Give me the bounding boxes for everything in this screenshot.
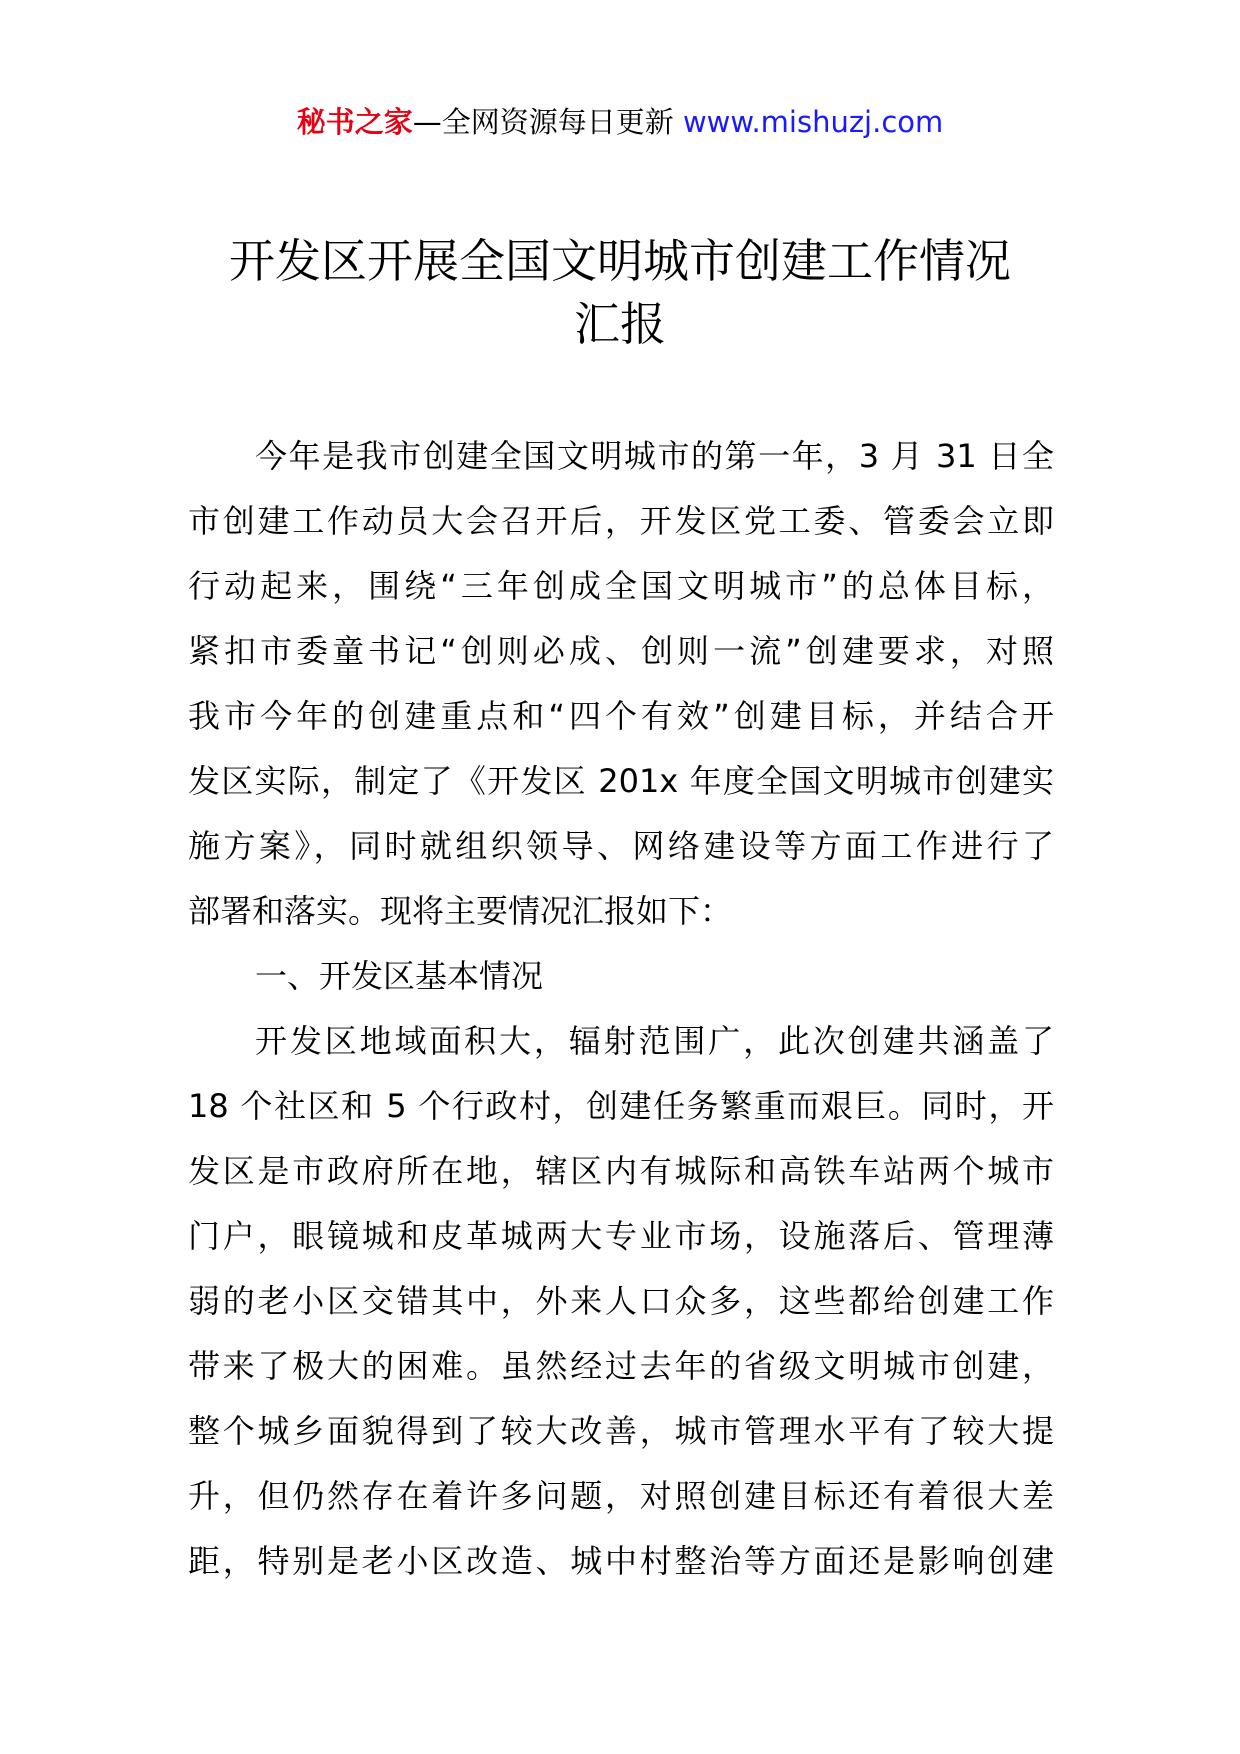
paragraph-2-line-3: 发区是市政府所在地，辖区内有城际和高铁车站两个城市 bbox=[188, 1152, 1054, 1190]
site-slogan: —全网资源每日更新 bbox=[412, 105, 674, 139]
document-title-line-2: 汇报 bbox=[574, 297, 666, 351]
document-body bbox=[188, 424, 1054, 1594]
paragraph-2-line-2: 18 个社区和 5 个行政村，创建任务繁重而艰巨。同时，开 bbox=[188, 1087, 1054, 1125]
section-heading-1: 一、开发区基本情况 bbox=[255, 957, 544, 995]
site-brand-name: 秘书之家 bbox=[296, 105, 413, 139]
paragraph-2-line-7: 整个城乡面貌得到了较大改善，城市管理水平有了较大提 bbox=[188, 1412, 1054, 1450]
paragraph-2-line-1: 开发区地域面积大，辐射范围广，此次创建共涵盖了 bbox=[255, 1022, 1054, 1060]
paragraph-1-line-7: 施方案》，同时就组织领导、网络建设等方面工作进行了 bbox=[188, 827, 1054, 865]
paragraph-1-line-5: 我市今年的创建重点和“四个有效”创建目标，并结合开 bbox=[188, 697, 1054, 735]
site-header bbox=[0, 102, 1240, 142]
paragraph-1-line-4: 紧扣市委童书记“创则必成、创则一流”创建要求，对照 bbox=[188, 632, 1054, 670]
paragraph-1-line-2: 市创建工作动员大会召开后，开发区党工委、管委会立即 bbox=[188, 502, 1054, 540]
paragraph-1-line-8: 部署和落实。现将主要情况汇报如下： bbox=[188, 892, 733, 930]
paragraph-2-line-8: 升，但仍然存在着许多问题，对照创建目标还有着很大差 bbox=[188, 1477, 1054, 1515]
document-title-line-1: 开发区开展全国文明城市创建工作情况 bbox=[229, 234, 1011, 288]
paragraph-2-line-4: 门户，眼镜城和皮革城两大专业市场，设施落后、管理薄 bbox=[188, 1217, 1054, 1255]
paragraph-2-line-6: 带来了极大的困难。虽然经过去年的省级文明城市创建， bbox=[188, 1347, 1054, 1385]
paragraph-1-line-3: 行动起来，围绕“三年创成全国文明城市”的总体目标， bbox=[188, 567, 1054, 605]
site-url-link[interactable]: www.mishuzj.com bbox=[682, 105, 944, 139]
paragraph-1-line-6: 发区实际，制定了《开发区 201x 年度全国文明城市创建实 bbox=[188, 762, 1054, 800]
paragraph-2-line-9: 距，特别是老小区改造、城中村整治等方面还是影响创建 bbox=[188, 1542, 1054, 1580]
paragraph-1-line-1: 今年是我市创建全国文明城市的第一年，3 月 31 日全 bbox=[255, 437, 1054, 475]
paragraph-2-line-5: 弱的老小区交错其中，外来人口众多，这些都给创建工作 bbox=[188, 1282, 1054, 1320]
